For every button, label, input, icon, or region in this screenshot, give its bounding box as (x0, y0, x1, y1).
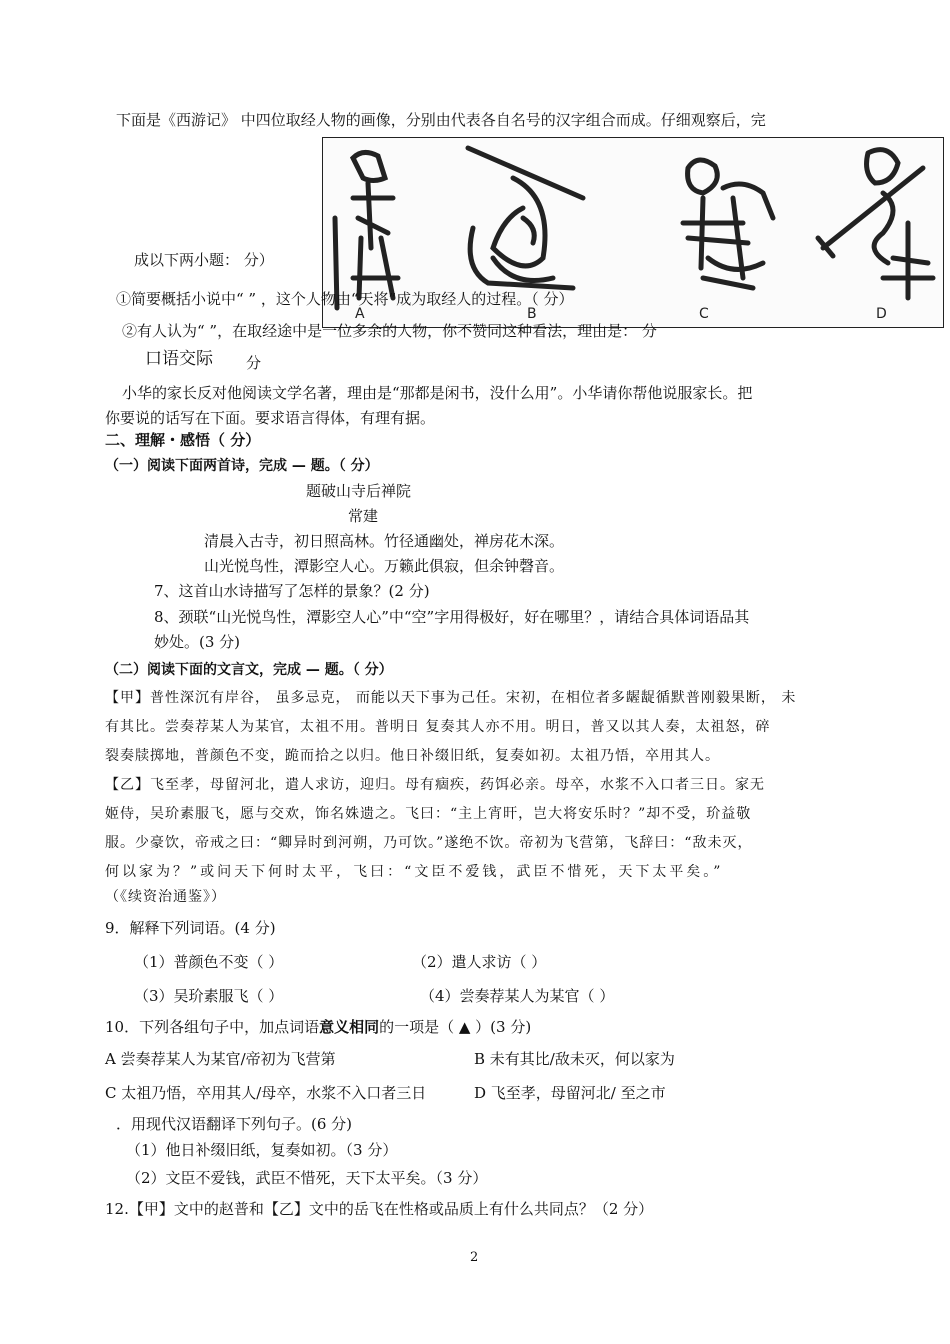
oral-line-2: 你要说的话写在下面。要求语言得体，有理有据。 (105, 409, 436, 427)
passage-jia-line-2: 有其比。尝奏荐某人为某官，太祖不用。普明日 复奏其人亦不用。明日，普又以其人奏，太祖怒，碎 (105, 719, 771, 735)
figure-label-a: A (355, 306, 365, 322)
question-10-stem (105, 1017, 531, 1037)
poem-author: 常建 (348, 507, 379, 525)
question-10-option-d: D 飞至孝，母留河北/ 至之市 (474, 1084, 666, 1102)
passage-yi-line-2: 姬侍，吴玠素服飞，愿与交欢，饰名姝遗之。飞曰：“主上宵旰，岂大将安乐时？”却不受，玠益敬 (105, 806, 752, 822)
question-9-item-2: （2）遣人求访（ ） (412, 953, 547, 971)
figure-label-b: B (527, 306, 537, 322)
section-2-heading: 二、理解・感悟（ 分） (105, 431, 261, 449)
question-10-stem-pre: 10．下列各组句子中，加点词语 (105, 1018, 320, 1036)
poem-line-2: 山光悦鸟性，潭影空人心。万籁此俱寂，但余钟磬音。 (204, 557, 565, 575)
question-11-stem: ．用现代汉语翻译下列句子。(6 分) (116, 1115, 353, 1133)
passage-source: （《续资治通鉴》） (105, 889, 226, 905)
question-11-sentence-2: （2）文臣不爱钱，武臣不惜死，天下太平矣。（3 分） (126, 1169, 488, 1187)
section-2-part-2: （二）阅读下面的文言文，完成 — 题。（ 分） (105, 662, 393, 678)
question-1: ①简要概括小说中“ ” ，这个人物由“天将”成为取经人的过程。（ 分） (116, 290, 574, 308)
oral-heading-score: 分 (246, 354, 262, 372)
question-9-item-3: （3）吴玠素服飞（ ） (134, 987, 284, 1005)
page-number: 2 (470, 1250, 479, 1265)
passage-yi-line-1: 【乙】飞至孝，母留河北，遣人求访，迎归。母有痼疾，药饵必亲。母卒，水浆不入口者三日。家无 (105, 777, 765, 793)
question-12-stem: 12.【甲】文中的赵普和【乙】文中的岳飞在性格或品质上有什么共同点？（2 分） (105, 1200, 654, 1218)
question-10-stem-bold: 意义相同 (319, 1018, 380, 1036)
passage-yi-line-3: 服。少豪饮，帝戒之曰：“卿异时到河朔，乃可饮。”遂绝不饮。帝初为飞营第，飞辞曰：“敌未灭， (105, 835, 753, 851)
poem-title: 题破山寺后禅院 (306, 482, 412, 500)
figure-label-d: D (876, 306, 887, 322)
question-9-stem: 9．解释下列词语。(4 分) (105, 919, 276, 937)
section-2-part-1: （一）阅读下面两首诗，完成 — 题。（ 分） (105, 458, 379, 474)
oral-heading: 口语交际 (145, 349, 213, 369)
question-10-stem-post: 的一项是（ ▲ ）(3 分) (379, 1018, 532, 1036)
intro-line-2: 成以下两小题： 分） (134, 251, 274, 269)
question-8-line-1: 8、颈联“山光悦鸟性，潭影空人心”中“空”字用得极好，好在哪里？，请结合具体词语品其 (154, 608, 750, 626)
question-11-sentence-1: （1）他日补缀旧纸，复奏如初。（3 分） (126, 1141, 398, 1159)
question-2: ②有人认为“ ”，在取经途中是一位多余的人物，你不赞同这种看法，理由是： 分 (122, 322, 657, 340)
figure-label-c: C (699, 306, 709, 322)
question-10-option-a: A 尝奏荐某人为某官/帝初为飞营第 (105, 1050, 336, 1068)
question-7: 7、这首山水诗描写了怎样的景象？(2 分) (154, 582, 430, 600)
question-8-line-2: 妙处。(3 分) (154, 633, 241, 651)
passage-yi-line-4: 何以家为？”或问天下何时太平，飞曰：“文臣不爱钱，武臣不惜死，天下太平矣。” (105, 864, 724, 880)
poem-line-1: 清晨入古寺，初日照高林。竹径通幽处，禅房花木深。 (204, 532, 565, 550)
passage-jia-line-1: 【甲】普性深沉有岸谷， 虽多忌克， 而能以天下事为己任。宋初，在相位者多龌龊循默普刚毅果断， 未 (105, 690, 797, 706)
question-10-option-b: B 未有其比/敌未灭，何以家为 (474, 1050, 675, 1068)
oral-line-1: 小华的家长反对他阅读文学名著，理由是“那都是闲书，没什么用”。小华请你帮他说服家长。把 (122, 384, 753, 402)
intro-line-1: 下面是《西游记》 中四位取经人物的画像，分别由代表各自名号的汉字组合而成。仔细观察后，完 (116, 111, 766, 129)
question-10-option-c: C 太祖乃悟，卒用其人/母卒，水浆不入口者三日 (105, 1084, 427, 1102)
question-9-item-1: （1）普颜色不变（ ） (134, 953, 284, 971)
passage-jia-line-3: 裂奏牍掷地，普颜色不变，跪而拾之以归。他日补缀旧纸，复奏如初。太祖乃悟，卒用其人。 (105, 748, 720, 764)
question-9-item-4: （4）尝奏荐某人为某官（ ） (420, 987, 615, 1005)
